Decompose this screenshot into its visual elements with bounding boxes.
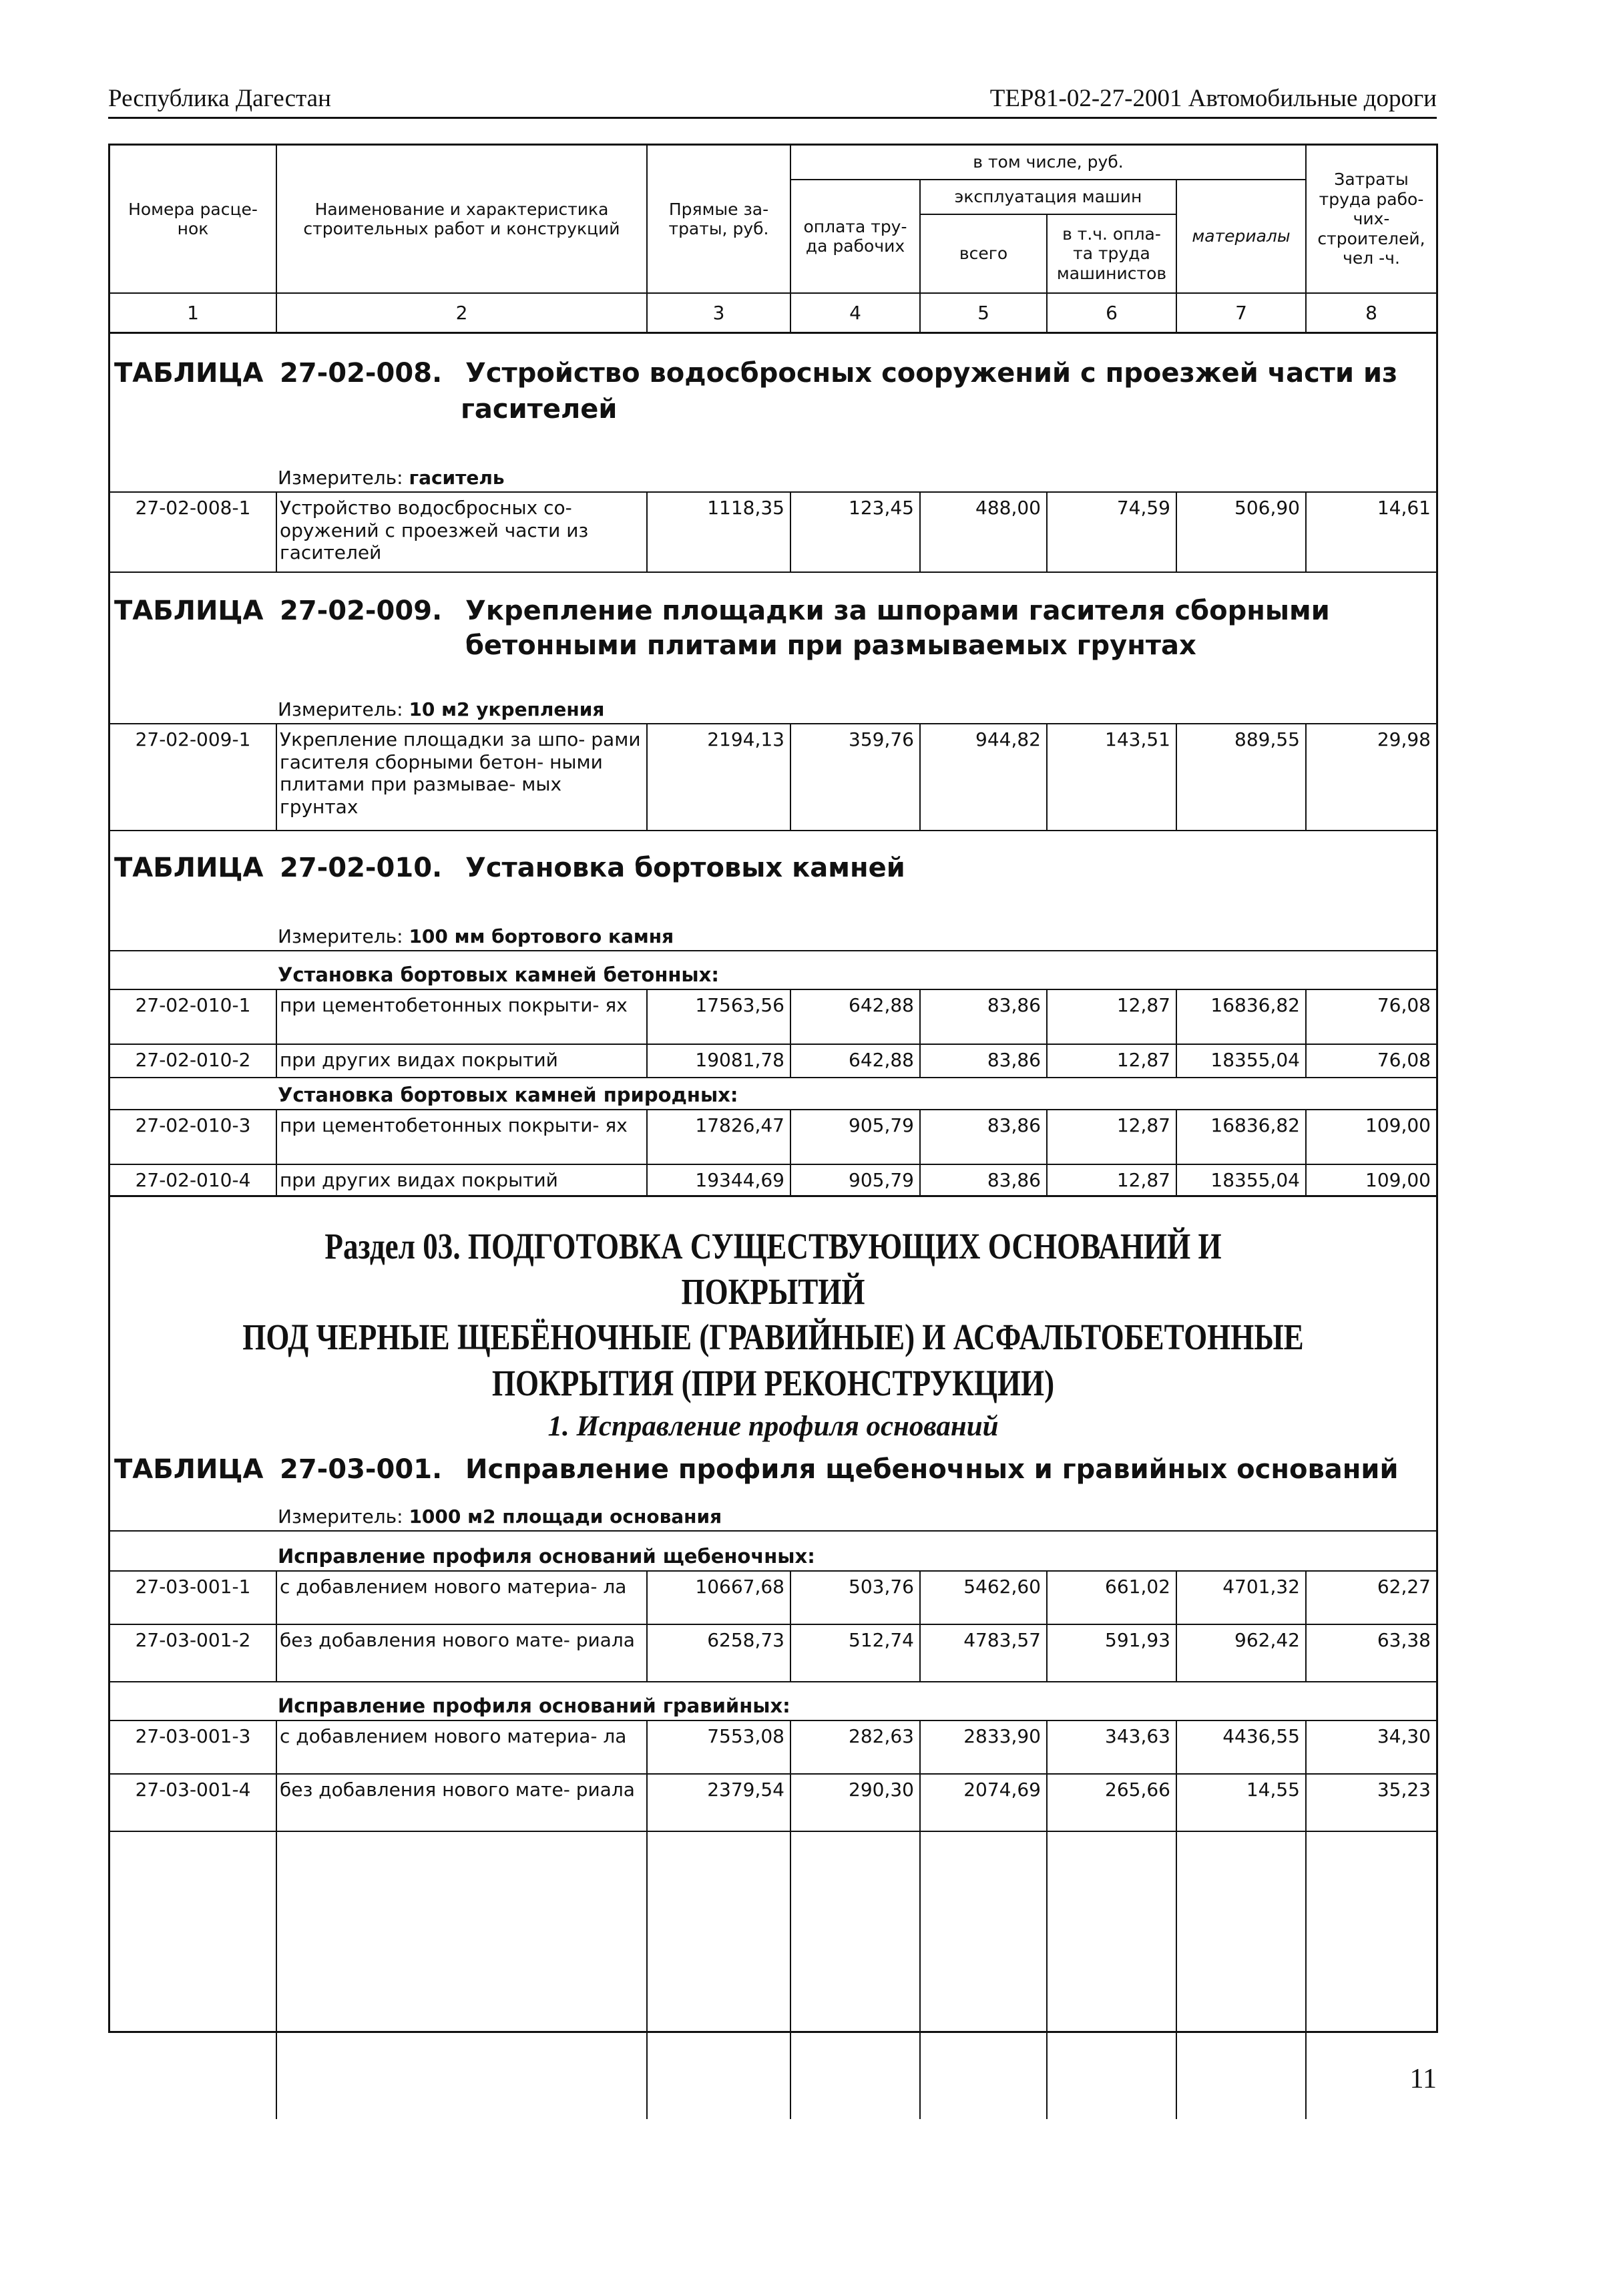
row-direct-costs: 2379,54 xyxy=(648,1775,791,1831)
row-labor-hours: 29,98 xyxy=(1377,728,1431,750)
subgroup-row xyxy=(110,951,1436,990)
table-row xyxy=(110,1775,1436,1832)
meter-row xyxy=(110,919,1436,951)
row-name: без добавления нового мате- риала xyxy=(277,1625,648,1681)
empty-cell xyxy=(110,1832,277,2119)
row-labor-hours: 63,38 xyxy=(1377,1628,1431,1651)
subgroup-row xyxy=(110,1682,1436,1721)
meter-value: 100 мм бортового камня xyxy=(409,925,674,947)
subgroup-row xyxy=(110,1078,1436,1110)
meter-text xyxy=(278,467,505,489)
row-machines-labor: 343,63 xyxy=(1048,1721,1177,1773)
table-title-code: 27-02-010. xyxy=(280,853,443,883)
row-machines-total: 83,86 xyxy=(921,1110,1048,1164)
table-title-prefix: ТАБЛИЦА xyxy=(114,853,264,883)
meter-text xyxy=(278,698,604,720)
subgroup-label: Исправление профиля оснований гравийных: xyxy=(278,1694,790,1717)
row-machines-total: 5462,60 xyxy=(921,1572,1048,1624)
empty-cell xyxy=(648,1832,791,2119)
table-title-text: Укрепление площадки за шпорами гасителя сборными xyxy=(465,596,1330,626)
header-incl-group: в том числе, руб. xyxy=(791,146,1307,180)
table-header xyxy=(110,146,1436,334)
meter-value: гаситель xyxy=(409,467,505,489)
row-machines-labor: 12,87 xyxy=(1048,990,1177,1044)
meter-value: 10 м2 укрепления xyxy=(409,698,605,720)
table-row xyxy=(110,724,1436,831)
row-materials: 889,55 xyxy=(1177,724,1307,830)
empty-cell xyxy=(277,1832,648,2119)
empty-cell xyxy=(921,1832,1048,2119)
row-code: 27-02-010-3 xyxy=(110,1110,277,1164)
row-code: 27-03-001-1 xyxy=(110,1572,277,1624)
row-materials: 962,42 xyxy=(1177,1625,1307,1681)
table-title-block xyxy=(110,596,1436,699)
row-machines-labor: 12,87 xyxy=(1048,1165,1177,1195)
section-title-line: ПОД ЧЕРНЫЕ ЩЕБЁНОЧНЫЕ (ГРАВИЙНЫЕ) И АСФАЛЬТОБЕТОННЫЕ xyxy=(242,1317,1304,1358)
table-title-code: 27-03-001. xyxy=(280,1453,443,1485)
row-machines-total: 488,00 xyxy=(921,493,1048,571)
row-materials: 18355,04 xyxy=(1177,1045,1307,1077)
row-name: с добавлением нового материа- ла xyxy=(277,1721,648,1773)
subgroup-label: Установка бортовых камней бетонных: xyxy=(278,963,719,986)
subgroup-label: Установка бортовых камней природных: xyxy=(278,1084,738,1106)
table-row xyxy=(110,1165,1436,1197)
row-machines-total: 2833,90 xyxy=(921,1721,1048,1773)
table-row xyxy=(110,1625,1436,1682)
column-number: 4 xyxy=(791,294,921,334)
row-direct-costs: 1118,35 xyxy=(648,493,791,571)
table-title-text: Установка бортовых камней xyxy=(465,853,905,883)
row-code: 27-03-001-4 xyxy=(110,1775,277,1831)
meter-text xyxy=(278,925,674,947)
row-code: 27-02-010-4 xyxy=(110,1165,277,1195)
header-name: Наименование и характеристика строительных работ и конструкций xyxy=(277,146,648,294)
table-title-block xyxy=(110,853,1436,919)
row-machines-total: 944,82 xyxy=(921,724,1048,830)
row-materials: 4436,55 xyxy=(1177,1721,1307,1773)
table-body xyxy=(110,335,1436,2119)
table-title-text: бетонными плитами при размываемых грунтах xyxy=(465,630,1196,661)
row-labor-pay: 503,76 xyxy=(791,1572,921,1624)
row-code: 27-02-010-2 xyxy=(110,1045,277,1077)
row-labor-hours: 76,08 xyxy=(1377,994,1431,1016)
meter-label: Измеритель: xyxy=(278,1505,403,1528)
table-row xyxy=(110,493,1436,573)
row-direct-costs: 17826,47 xyxy=(648,1110,791,1164)
table-row xyxy=(110,1572,1436,1625)
row-machines-total: 4783,57 xyxy=(921,1625,1048,1681)
page-number: 11 xyxy=(1409,2064,1437,2094)
row-labor-hours: 35,23 xyxy=(1377,1778,1431,1801)
row-direct-costs: 19344,69 xyxy=(648,1165,791,1195)
row-direct-costs: 7553,08 xyxy=(648,1721,791,1773)
price-table xyxy=(108,144,1438,2033)
empty-cell xyxy=(1177,1832,1307,2119)
table-title-text: гасителей xyxy=(461,394,618,425)
row-name: при других видах покрытий xyxy=(277,1165,648,1195)
row-direct-costs: 19081,78 xyxy=(648,1045,791,1077)
subgroup-label: Исправление профиля оснований щебеночных: xyxy=(278,1544,815,1568)
row-labor-hours: 62,27 xyxy=(1377,1575,1431,1598)
row-materials: 506,90 xyxy=(1177,493,1307,571)
row-code: 27-02-008-1 xyxy=(110,493,277,571)
row-labor-pay: 290,30 xyxy=(791,1775,921,1831)
table-title-prefix: ТАБЛИЦА xyxy=(114,358,264,389)
meter-value: 1000 м2 площади основания xyxy=(409,1505,722,1528)
row-materials: 14,55 xyxy=(1177,1775,1307,1831)
row-labor-pay: 905,79 xyxy=(791,1165,921,1195)
table-title-code: 27-02-009. xyxy=(280,596,443,626)
empty-table-space xyxy=(110,1832,1436,2119)
row-direct-costs: 6258,73 xyxy=(648,1625,791,1681)
row-machines-labor: 12,87 xyxy=(1048,1045,1177,1077)
row-materials: 16836,82 xyxy=(1177,1110,1307,1164)
row-machines-labor: 143,51 xyxy=(1048,724,1177,830)
row-labor-pay: 123,45 xyxy=(791,493,921,571)
row-code: 27-03-001-2 xyxy=(110,1625,277,1681)
row-machines-labor: 74,59 xyxy=(1048,493,1177,571)
column-number: 5 xyxy=(921,294,1048,334)
row-name: Устройство водосбросных со- оружений с проезжей части из гасителей xyxy=(277,493,648,571)
column-number: 1 xyxy=(110,294,277,334)
column-number: 6 xyxy=(1048,294,1177,334)
row-labor-pay: 642,88 xyxy=(791,1045,921,1077)
section-title-line: ПОКРЫТИЯ (ПРИ РЕКОНСТРУКЦИИ) xyxy=(491,1362,1055,1403)
row-labor-hours: 109,00 xyxy=(1365,1114,1431,1136)
row-machines-total: 83,86 xyxy=(921,1165,1048,1195)
row-name: при цементобетонных покрыти- ях xyxy=(277,1110,648,1164)
header-materials: материалы xyxy=(1177,180,1307,294)
subsection-title: 1. Исправление профиля оснований xyxy=(547,1410,999,1442)
row-labor-hours: 34,30 xyxy=(1377,1725,1431,1747)
row-materials: 4701,32 xyxy=(1177,1572,1307,1624)
table-row xyxy=(110,1721,1436,1775)
table-title-prefix: ТАБЛИЦА xyxy=(114,596,264,626)
row-labor-pay: 642,88 xyxy=(791,990,921,1044)
row-direct-costs: 10667,68 xyxy=(648,1572,791,1624)
table-title-code: 27-02-008. xyxy=(280,358,443,389)
meter-row xyxy=(110,451,1436,493)
row-labor-hours: 14,61 xyxy=(1377,497,1431,519)
section-title-line: Раздел 03. ПОДГОТОВКА СУЩЕСТВУЮЩИХ ОСНОВАНИЙ И ПОКРЫТИЙ xyxy=(324,1226,1222,1313)
table-title-block xyxy=(110,1454,1436,1501)
table-title-text: Исправление профиля щебеночных и гравийных оснований xyxy=(465,1453,1399,1485)
column-number: 3 xyxy=(648,294,791,334)
header-machines-total: всего xyxy=(921,215,1048,294)
header-machines-group: эксплуатация машин xyxy=(921,180,1177,215)
row-labor-pay: 905,79 xyxy=(791,1110,921,1164)
empty-cell xyxy=(1048,1832,1177,2119)
row-code: 27-02-009-1 xyxy=(110,724,277,830)
row-machines-labor: 265,66 xyxy=(1048,1775,1177,1831)
header-labor-pay: оплата тру- да рабочих xyxy=(791,180,921,294)
row-direct-costs: 2194,13 xyxy=(648,724,791,830)
row-direct-costs: 17563,56 xyxy=(648,990,791,1044)
table-title-prefix: ТАБЛИЦА xyxy=(114,1453,264,1485)
section-title xyxy=(230,1224,1317,1406)
meter-label: Измеритель: xyxy=(278,698,403,720)
column-number: 2 xyxy=(277,294,648,334)
empty-cell xyxy=(791,1832,921,2119)
meter-text xyxy=(278,1506,722,1528)
row-name: с добавлением нового материа- ла xyxy=(277,1572,648,1624)
meter-row xyxy=(110,690,1436,724)
table-row xyxy=(110,1110,1436,1165)
row-machines-labor: 661,02 xyxy=(1048,1572,1177,1624)
table-row xyxy=(110,1045,1436,1078)
table-row xyxy=(110,990,1436,1045)
row-name: при других видах покрытий xyxy=(277,1045,648,1077)
running-head-right: ТЕР81-02-27-2001 Автомобильные дороги xyxy=(989,85,1437,112)
row-labor-pay: 282,63 xyxy=(791,1721,921,1773)
row-machines-labor: 591,93 xyxy=(1048,1625,1177,1681)
row-labor-pay: 512,74 xyxy=(791,1625,921,1681)
row-name: Укрепление площадки за шпо- рами гасителя сборными бетон- ными плитами при размывае- мых грунтах xyxy=(277,724,648,830)
row-code: 27-03-001-3 xyxy=(110,1721,277,1773)
header-machines-labor: в т.ч. опла- та труда машинистов xyxy=(1048,215,1177,294)
row-labor-pay: 359,76 xyxy=(791,724,921,830)
row-name: при цементобетонных покрыти- ях xyxy=(277,990,648,1044)
row-machines-total: 83,86 xyxy=(921,1045,1048,1077)
row-code: 27-02-010-1 xyxy=(110,990,277,1044)
meter-label: Измеритель: xyxy=(278,467,403,489)
running-head xyxy=(108,79,1437,119)
header-labor-hours: Затраты труда рабо- чих- строителей, чел -ч. xyxy=(1307,146,1436,294)
row-name: без добавления нового мате- риала xyxy=(277,1775,648,1831)
column-number: 7 xyxy=(1177,294,1307,334)
row-machines-total: 83,86 xyxy=(921,990,1048,1044)
meter-row xyxy=(110,1501,1436,1532)
subgroup-row xyxy=(110,1532,1436,1572)
row-materials: 18355,04 xyxy=(1177,1165,1307,1195)
header-code: Номера расце- нок xyxy=(110,146,277,294)
row-labor-hours: 76,08 xyxy=(1377,1049,1431,1071)
row-materials: 16836,82 xyxy=(1177,990,1307,1044)
running-head-left: Республика Дагестан xyxy=(108,85,331,112)
header-direct-costs: Прямые за- траты, руб. xyxy=(648,146,791,294)
row-machines-labor: 12,87 xyxy=(1048,1110,1177,1164)
column-number: 8 xyxy=(1307,294,1436,334)
row-machines-total: 2074,69 xyxy=(921,1775,1048,1831)
row-labor-hours: 109,00 xyxy=(1365,1169,1431,1191)
table-title-text: Устройство водосбросных сооружений с проезжей части из xyxy=(465,358,1398,389)
meter-label: Измеритель: xyxy=(278,925,403,947)
